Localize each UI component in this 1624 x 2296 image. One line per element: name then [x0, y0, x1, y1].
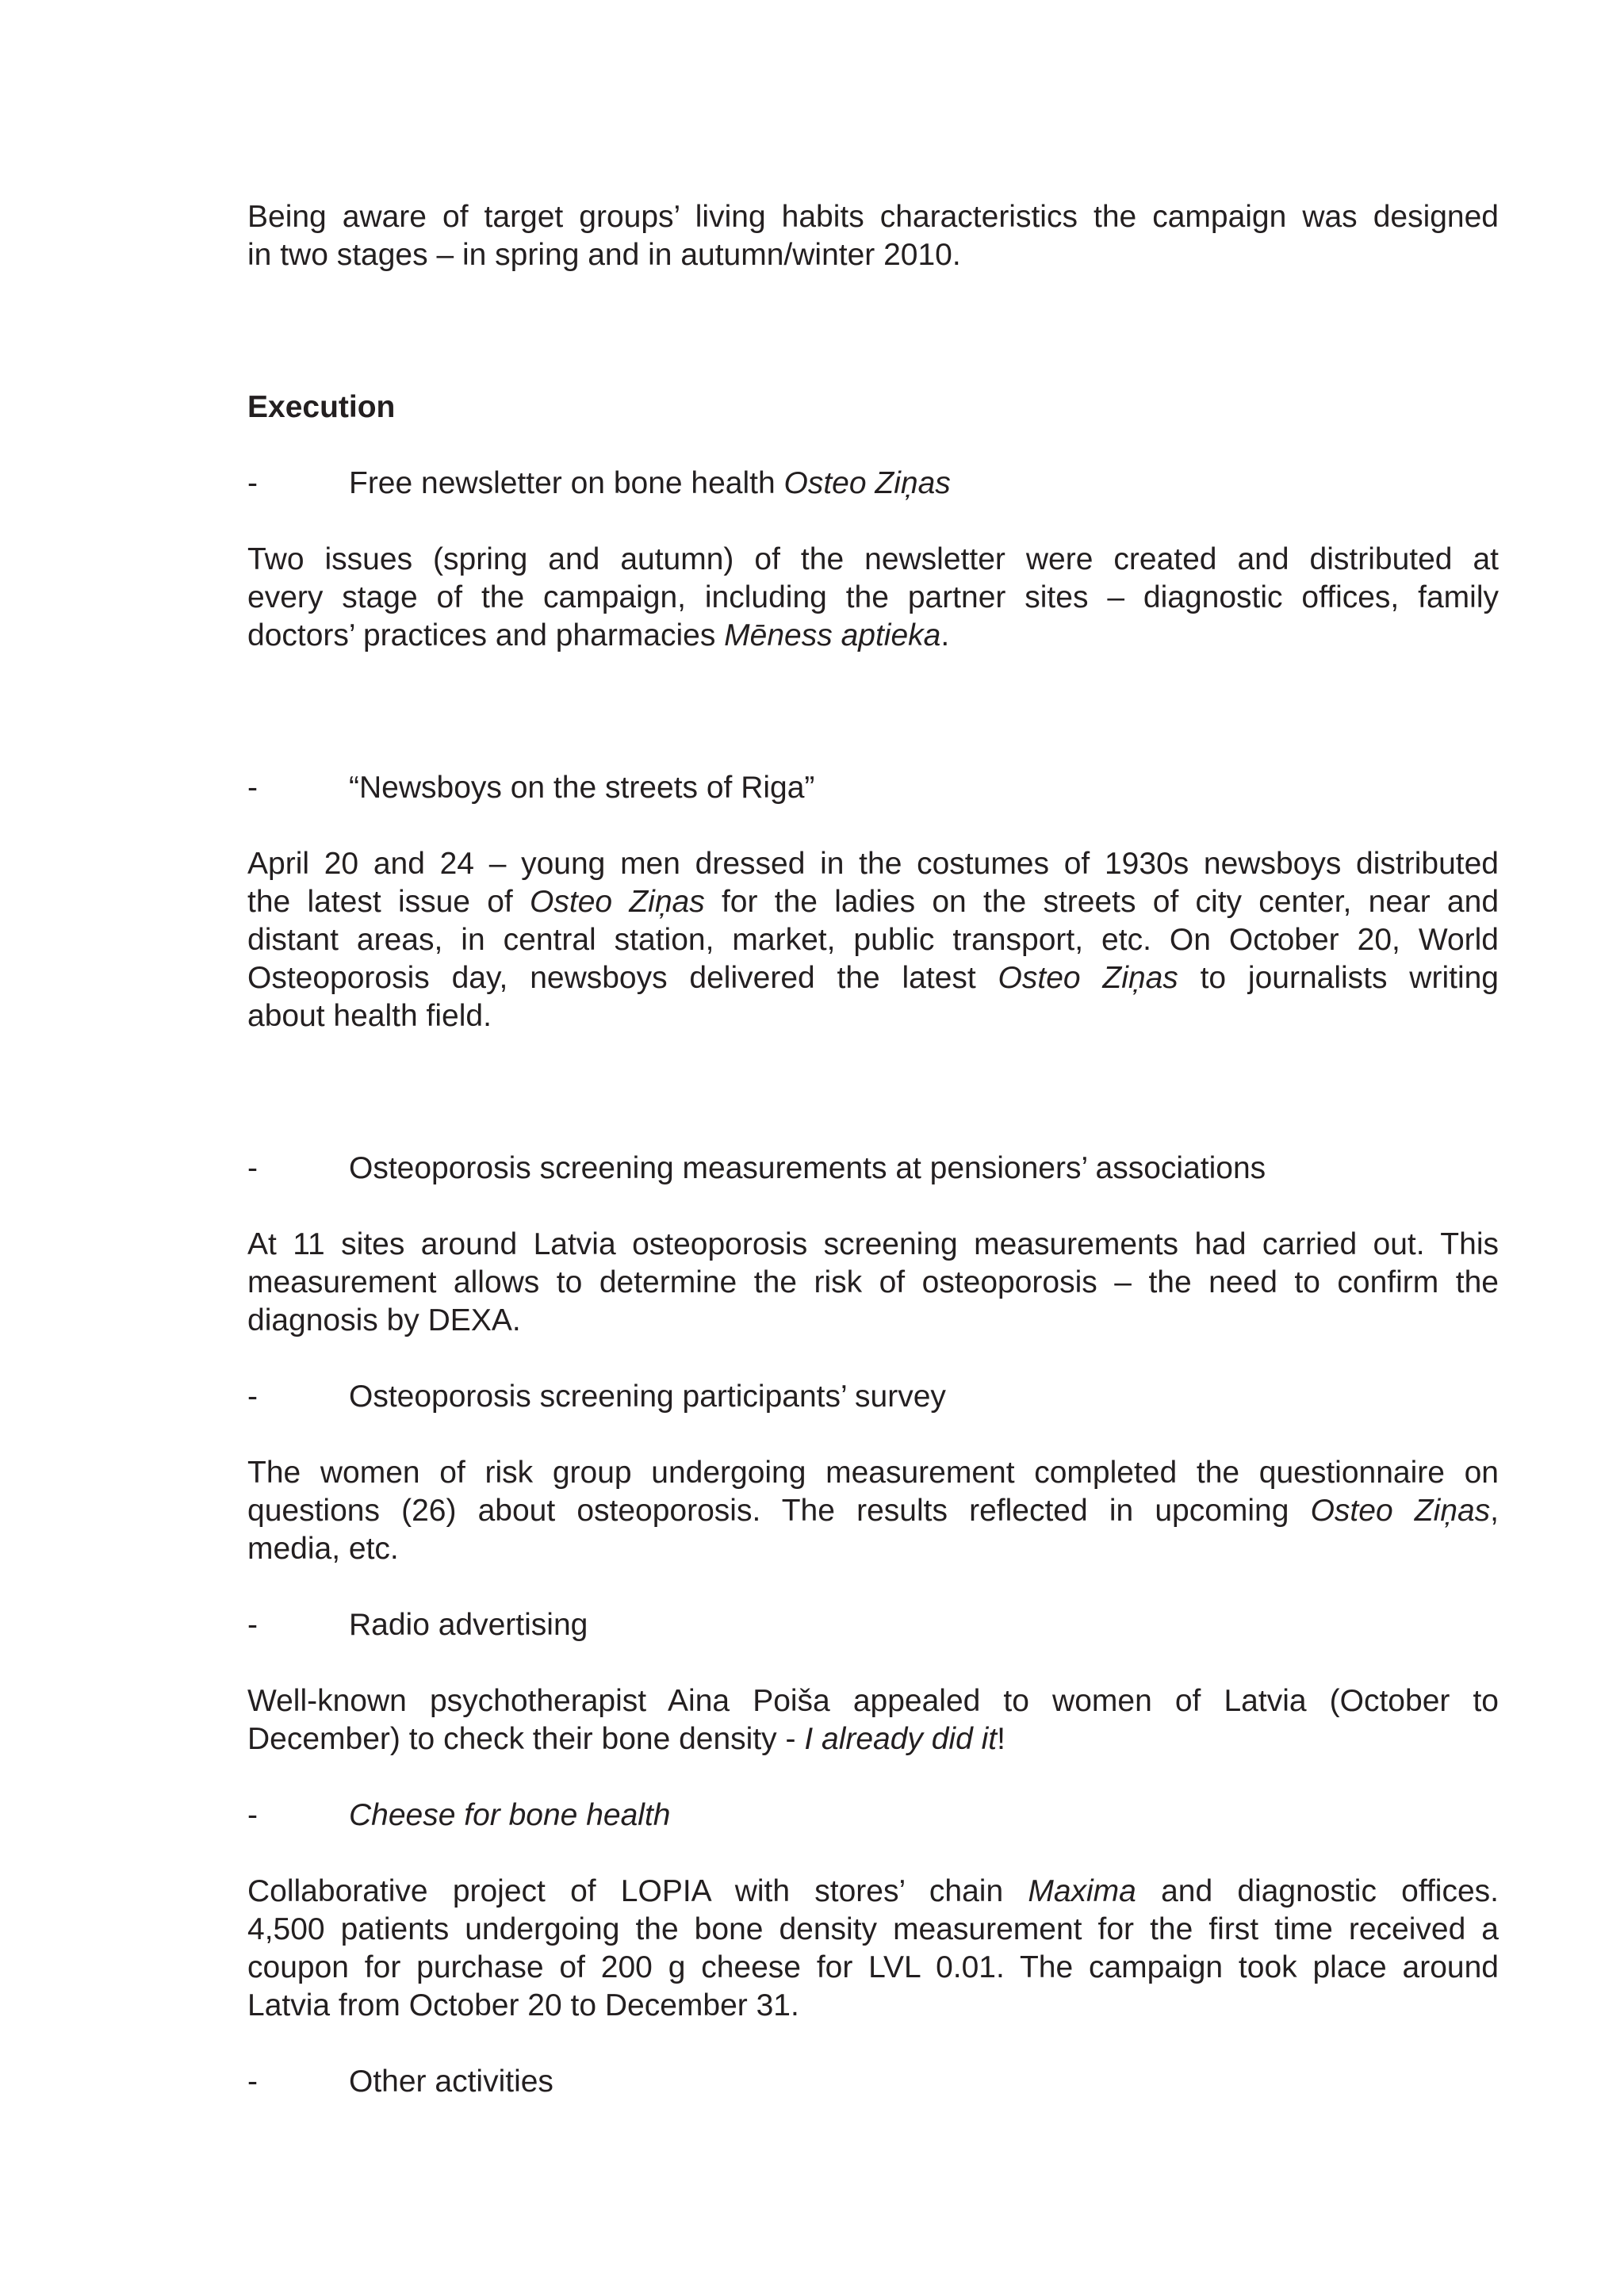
bullet-newsboys-text: “Newsboys on the streets of Riga” [349, 771, 815, 805]
bullet-screening [247, 1150, 1499, 1188]
bullet-radio [247, 1606, 1499, 1644]
bullet-dash: - [247, 1608, 258, 1642]
bullet-dash: - [247, 1380, 258, 1414]
bullet-survey [247, 1378, 1499, 1416]
bullet-dash: - [247, 2064, 258, 2099]
bullet-cheese-text: Cheese for bone health [349, 1798, 671, 1832]
bullet-survey-text: Osteoporosis screening participants’ survey [349, 1380, 946, 1414]
newsletter-paragraph: Two issues (spring and autumn) of the newsletter were created and distributed at every stage of the campaign, including the partner sites – diagnostic offices, family doctors’ practices and pharmacies Mēness aptieka. [247, 542, 1499, 652]
radio-paragraph: Well-known psychotherapist Aina Poiša appealed to women of Latvia (October to December) to check their bone density - I already did it! [247, 1684, 1499, 1756]
execution-heading: Execution [247, 390, 396, 424]
screening-paragraph: At 11 sites around Latvia osteoporosis screening measurements had carried out. This measurement allows to determine the risk of osteoporosis – the need to confirm the diagnosis by DEXA. [247, 1227, 1499, 1337]
bullet-radio-text: Radio advertising [349, 1608, 588, 1642]
bullet-dash: - [247, 1151, 258, 1185]
newsboys-paragraph: April 20 and 24 – young men dressed in the costumes of 1930s newsboys distributed the latest issue of Osteo Ziņas for the ladies on the streets of city center, near and distant areas, in central station, market, public transport, etc. On October 20, World Osteoporosis day, newsboys delivered the latest Osteo Ziņas to journalists writing about health field. [247, 847, 1500, 1033]
bullet-screening-text: Osteoporosis screening measurements at pensioners’ associations [349, 1151, 1266, 1185]
bullet-dash: - [247, 466, 258, 500]
bullet-dash: - [247, 771, 258, 805]
survey-paragraph: The women of risk group undergoing measurement completed the questionnaire on questions (26) about osteoporosis. The results reflected in upcoming Osteo Ziņas, media, etc. [247, 1456, 1499, 1566]
bullet-other [247, 2063, 1499, 2101]
intro-line-2: in two stages – in spring and in autumn/winter 2010. [247, 238, 961, 272]
cheese-paragraph: Collaborative project of LOPIA with stores’ chain Maxima and diagnostic offices. 4,500 patients undergoing the bone density measurement for the first time received a coupon for purchase of 200 g cheese for LVL 0.01. The campaign took place around Latvia from October 20 to December 31. [247, 1874, 1499, 2022]
intro-line-1: Being aware of target groups’ living habits characteristics the campaign was designed [247, 200, 1499, 234]
intro-paragraph [247, 198, 1499, 274]
bullet-cheese [247, 1797, 1499, 1835]
bullet-other-text: Other activities [349, 2064, 553, 2099]
bullet-newsletter [247, 465, 1499, 503]
bullet-dash: - [247, 1798, 258, 1832]
bullet-newsletter-text: Free newsletter on bone health Osteo Ziņas [349, 466, 951, 500]
bullet-newsboys [247, 769, 1499, 807]
